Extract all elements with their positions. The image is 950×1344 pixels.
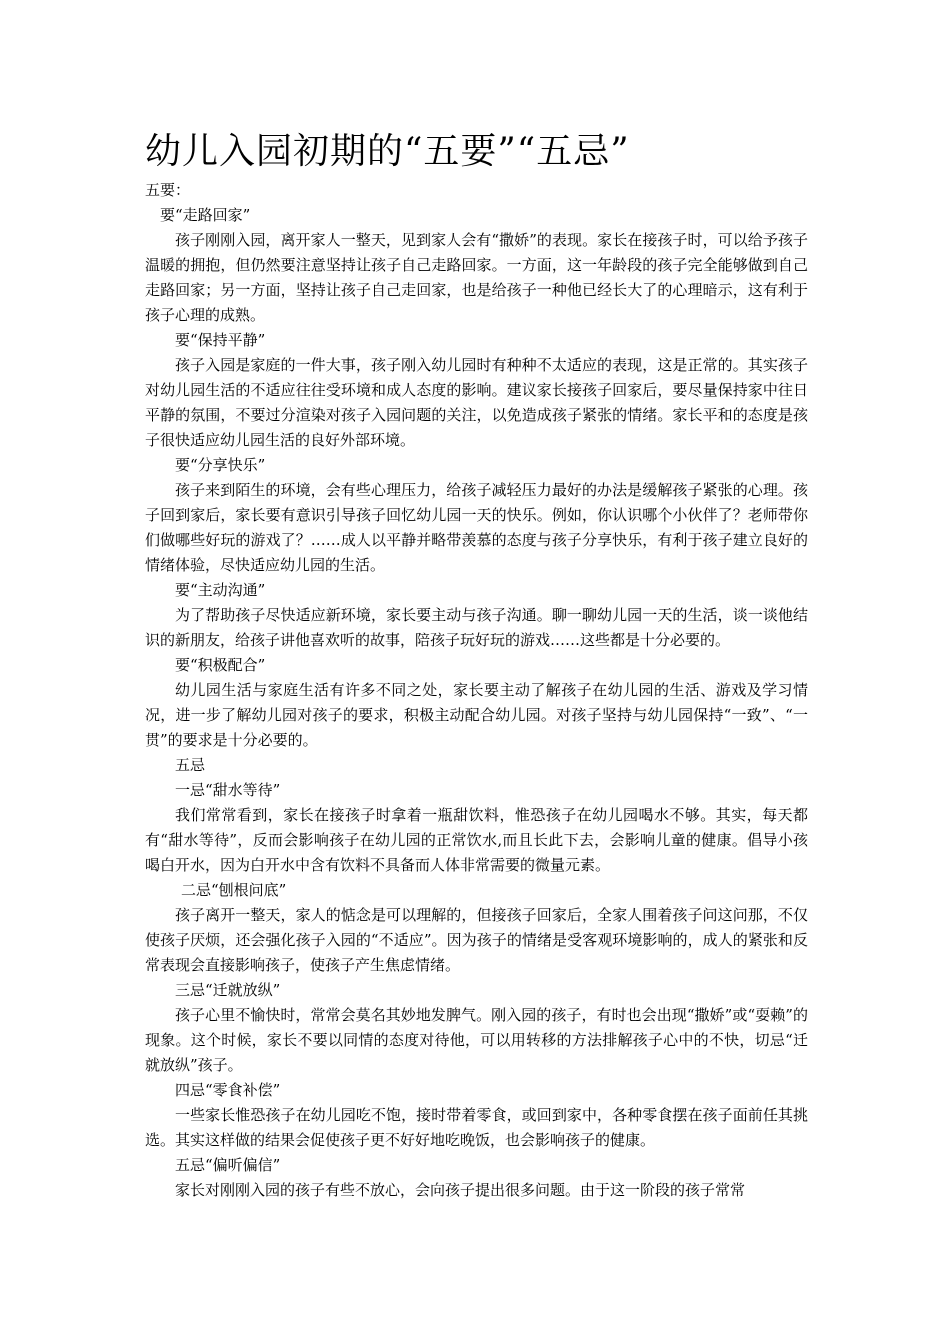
section-heading-five-dos: 五要： (145, 181, 191, 199)
paragraph-communicate: 为了帮助孩子尽快适应新环境，家长要主动与孩子沟通。聊一聊幼儿园一天的生活，谈一谈他结识的新朋友，给孩子讲他喜欢听的故事，陪孩子玩好玩的游戏……这些都是十分必要的。 (145, 606, 808, 649)
subheading-share-joy: 要“分享快乐” (175, 456, 266, 474)
subheading-questioning: 二忌“刨根问底” (181, 881, 287, 899)
subheading-stay-calm: 要“保持平静” (175, 331, 266, 349)
paragraph-snacks: 一些家长惟恐孩子在幼儿园吃不饱，接时带着零食，或回到家中，各种零食摆在孩子面前任其挑选。其实这样做的结果会促使孩子更不好好地吃晚饭，也会影响孩子的健康。 (145, 1106, 808, 1149)
document-title: 幼儿入园初期的“五要”“五忌” (145, 131, 630, 172)
paragraph-share-joy: 孩子来到陌生的环境，会有些心理压力，给孩子减轻压力最好的办法是缓解孩子紧张的心理。孩子回到家后，家长要有意识引导孩子回忆幼儿园一天的快乐。例如，你认识哪个小伙伴了？老师带你们做哪些好玩的游戏了？……成人以平静并略带羡慕的态度与孩子分享快乐，有利于孩子建立良好的情绪体验，尽快适应幼儿园的生活。 (145, 481, 808, 574)
paragraph-stay-calm: 孩子入园是家庭的一件大事，孩子刚入幼儿园时有种种不太适应的表现，这是正常的。其实孩子对幼儿园生活的不适应往往受环境和成人态度的影响。建议家长接孩子回家后，要尽量保持家中往日平静的氛围，不要过分渲染对孩子入园问题的关注，以免造成孩子紧张的情绪。家长平和的态度是孩子很快适应幼儿园生活的良好外部环境。 (145, 356, 808, 449)
paragraph-walk-home: 孩子刚刚入园，离开家人一整天，见到家人会有“撒娇”的表现。家长在接孩子时，可以给予孩子温暖的拥抱，但仍然要注意坚持让孩子自己走路回家。一方面，这一年龄段的孩子完全能够做到自己走路回家；另一方面，坚持让孩子自己走回家，也是给孩子一种他已经长大了的心理暗示，这有利于孩子心理的成熟。 (145, 231, 808, 324)
subheading-cooperate: 要“积极配合” (175, 656, 266, 674)
subheading-sweet-drinks: 一忌“甜水等待” (175, 781, 281, 799)
paragraph-sweet-drinks: 我们常常看到，家长在接孩子时拿着一瓶甜饮料，惟恐孩子在幼儿园喝水不够。其实，每天都有“甜水等待”，反而会影响孩子在幼儿园的正常饮水,而且长此下去，会影响儿童的健康。倡导小孩喝白开水，因为白开水中含有饮料不具备而人体非常需要的微量元素。 (145, 806, 808, 874)
subheading-indulgence: 三忌“迁就放纵” (175, 981, 281, 999)
paragraph-hearsay: 家长对刚刚入园的孩子有些不放心，会向孩子提出很多问题。由于这一阶段的孩子常常 (175, 1181, 746, 1199)
paragraph-questioning: 孩子离开一整天，家人的惦念是可以理解的，但接孩子回家后，全家人围着孩子问这问那，不仅使孩子厌烦，还会强化孩子入园的“不适应”。因为孩子的情绪是受客观环境影响的，成人的紧张和反常表现会直接影响孩子，使孩子产生焦虑情绪。 (145, 906, 808, 974)
section-heading-five-donts: 五忌 (175, 756, 206, 774)
subheading-hearsay: 五忌“偏听偏信” (175, 1156, 281, 1174)
subheading-snacks: 四忌“零食补偿” (175, 1081, 281, 1099)
document-page (145, 128, 808, 1203)
subheading-walk-home: 要“走路回家” (160, 206, 251, 224)
paragraph-cooperate: 幼儿园生活与家庭生活有许多不同之处，家长要主动了解孩子在幼儿园的生活、游戏及学习情况，进一步了解幼儿园对孩子的要求，积极主动配合幼儿园。对孩子坚持与幼儿园保持“一致”、“一贯”的要求是十分必要的。 (145, 681, 808, 749)
subheading-communicate: 要“主动沟通” (175, 581, 266, 599)
paragraph-indulgence: 孩子心里不愉快时，常常会莫名其妙地发脾气。刚入园的孩子，有时也会出现“撒娇”或“耍赖”的现象。这个时候，家长不要以同情的态度对待他，可以用转移的方法排解孩子心中的不快，切忌“迁就放纵”孩子。 (145, 1006, 808, 1074)
